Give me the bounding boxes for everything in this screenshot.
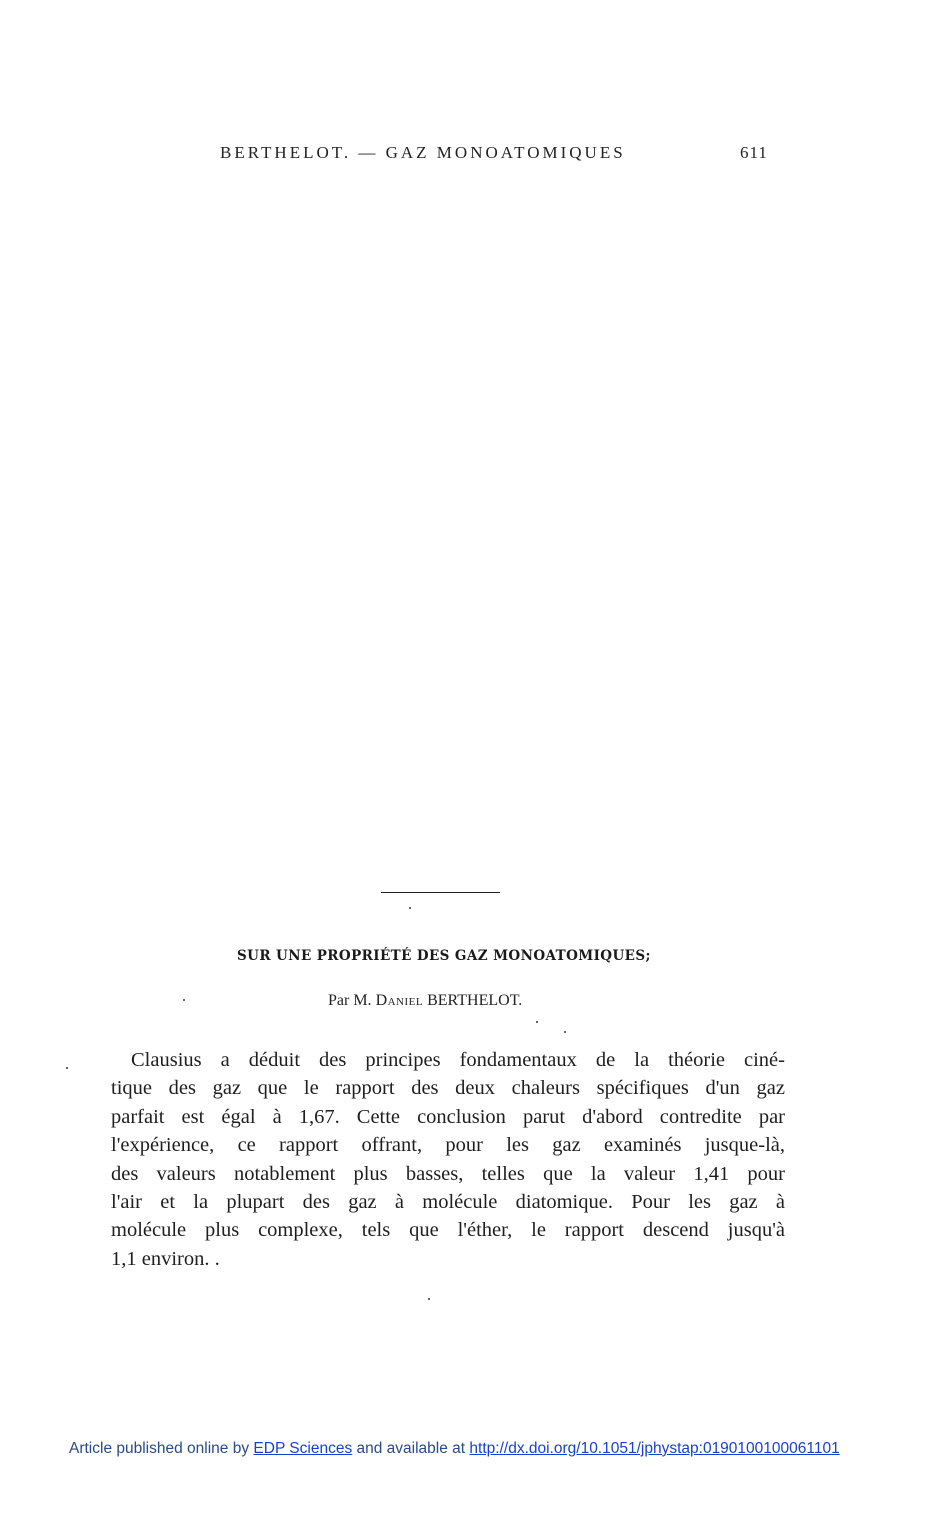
body-line: l'air et la plupart des gaz à molécule diatomique. Pour les gaz à [111, 1190, 785, 1213]
footer-middle: and available at [356, 1440, 466, 1457]
author-last-name: BERTHELOT. [427, 992, 523, 1009]
section-divider [381, 892, 500, 893]
scan-speck [409, 907, 411, 909]
body-line: des valeurs notablement plus basses, telles que la valeur 1,41 pour [111, 1162, 785, 1185]
body-line: 1,1 environ. . [111, 1247, 220, 1270]
publisher-link[interactable]: EDP Sciences [253, 1440, 353, 1457]
doi-link[interactable]: http://dx.doi.org/10.1051/jphystap:0190100100061101 [469, 1440, 840, 1457]
body-line: molécule plus complexe, tels que l'éther, le rapport descend jusqu'à [111, 1219, 785, 1242]
body-line: Clausius a déduit des principes fondamentaux de la théorie ciné- [131, 1049, 785, 1071]
body-line: l'expérience, ce rapport offrant, pour les gaz examinés jusque-là, [111, 1134, 785, 1157]
publication-footer [69, 1440, 889, 1458]
scan-speck [428, 1298, 430, 1300]
byline-prefix: Par M. [328, 992, 372, 1009]
footer-prefix: Article published online by [69, 1440, 250, 1457]
article-title: SUR UNE PROPRIÉTÉ DES GAZ MONOATOMIQUES; [237, 948, 651, 964]
article-byline [328, 992, 628, 1010]
scan-speck [183, 999, 185, 1001]
page-number: 611 [740, 143, 768, 162]
body-line: tique des gaz que le rapport des deux chaleurs spécifiques d'un gaz [111, 1077, 785, 1100]
author-first-name: Daniel [375, 992, 424, 1009]
scan-speck [564, 1031, 566, 1033]
running-header [220, 143, 780, 165]
scan-speck [536, 1021, 538, 1023]
running-title: BERTHELOT. — GAZ MONOATOMIQUES [220, 143, 626, 162]
article-body [111, 1046, 785, 1273]
body-line: parfait est égal à 1,67. Cette conclusion parut d'abord contredite par [111, 1105, 785, 1128]
scan-speck [66, 1067, 68, 1069]
